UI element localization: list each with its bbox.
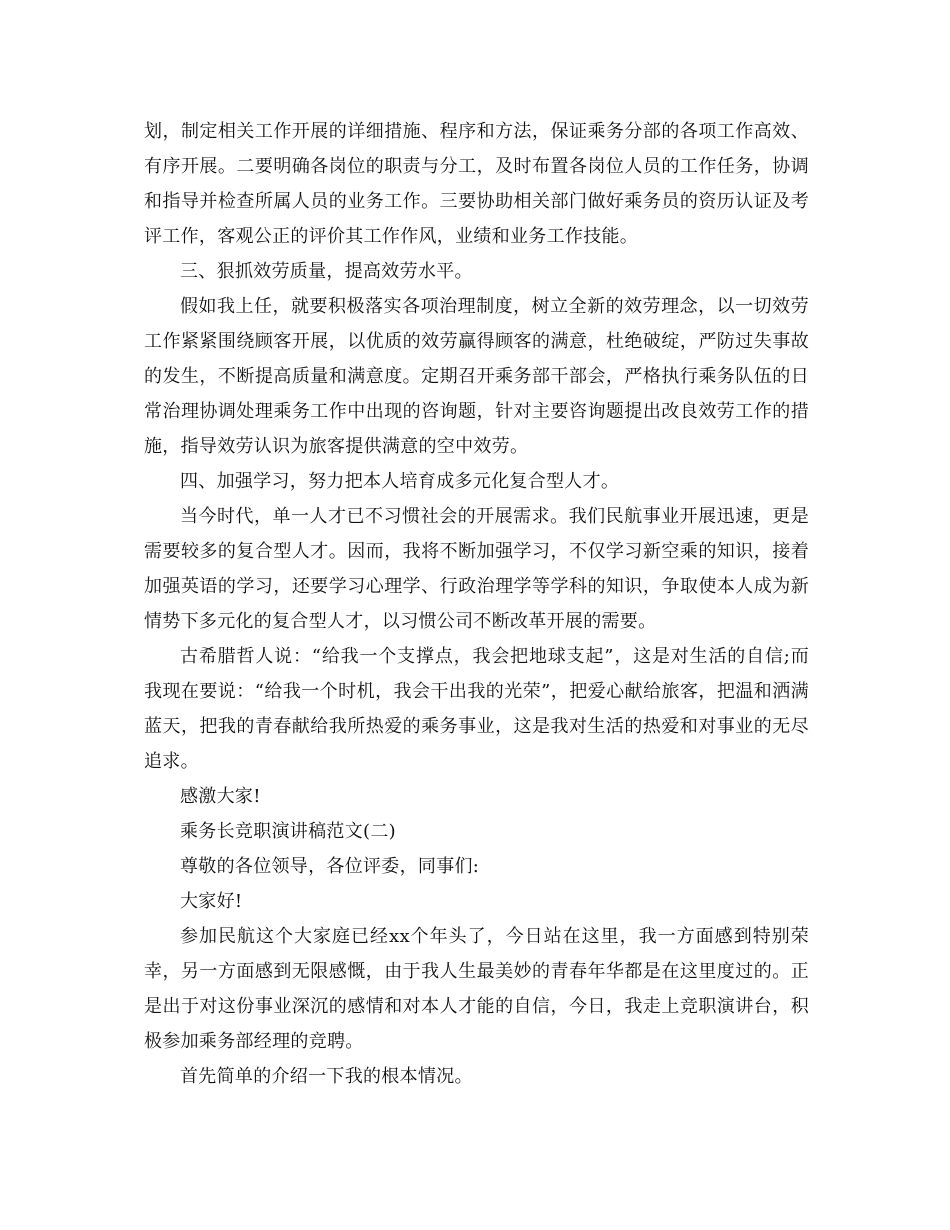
document-title-2: 乘务长竞职演讲稿范文(二) <box>180 821 396 842</box>
paragraph: 感激大家! <box>180 786 261 807</box>
greeting: 大家好! <box>180 891 243 912</box>
paragraph: 古希腊哲人说：“给我一个支撑点，我会把地球支起”，这是对生活的自信;而我现在要说：“给我一个时机，我会干出我的光荣”，把爱心献给旅客，把温和洒满蓝天，把我的青春献给我所热爱的乘务事业，这是我对生活的热爱和对事业的无尽追求。 <box>144 646 809 772</box>
paragraph: 参加民航这个大家庭已经xx个年头了，今日站在这里，我一方面感到特别荣幸，另一方面感到无限感慨，由于我人生最美妙的青春年华都是在这里度过的。正是出于对这份事业深沉的感情和对本人才能的自信，今日，我走上竞职演讲台，积极参加乘务部经理的竞聘。 <box>144 926 809 1052</box>
section-heading-3: 三、狠抓效劳质量，提高效劳水平。 <box>180 261 473 282</box>
paragraph-continued: 划，制定相关工作开展的详细措施、程序和方法，保证乘务分部的各项工作高效、有序开展。二要明确各岗位的职责与分工，及时布置各岗位人员的工作任务，协调和指导并检查所属人员的业务工作。三要协助相关部门做好乘务员的资历认证及考评工作，客观公正的评价其工作作风，业绩和业务工作技能。 <box>144 121 809 247</box>
paragraph: 首先简单的介绍一下我的根本情况。 <box>180 1066 473 1087</box>
document-body <box>144 114 809 1094</box>
section-heading-4: 四、加强学习，努力把本人培育成多元化复合型人才。 <box>180 471 620 492</box>
paragraph: 当今时代，单一人才已不习惯社会的开展需求。我们民航事业开展迅速，更是需要较多的复合型人才。因而，我将不断加强学习，不仅学习新空乘的知识，接着加强英语的学习，还要学习心理学、行政治理学等学科的知识，争取使本人成为新情势下多元化的复合型人才，以习惯公司不断改革开展的需要。 <box>144 506 809 632</box>
paragraph: 假如我上任，就要积极落实各项治理制度，树立全新的效劳理念，以一切效劳工作紧紧围绕顾客开展，以优质的效劳赢得顾客的满意，杜绝破绽，严防过失事故的发生，不断提高质量和满意度。定期召开乘务部干部会，严格执行乘务队伍的日常治理协调处理乘务工作中出现的咨询题，针对主要咨询题提出改良效劳工作的措施，指导效劳认识为旅客提供满意的空中效劳。 <box>144 296 809 457</box>
salutation: 尊敬的各位领导，各位评委，同事们: <box>180 856 480 877</box>
